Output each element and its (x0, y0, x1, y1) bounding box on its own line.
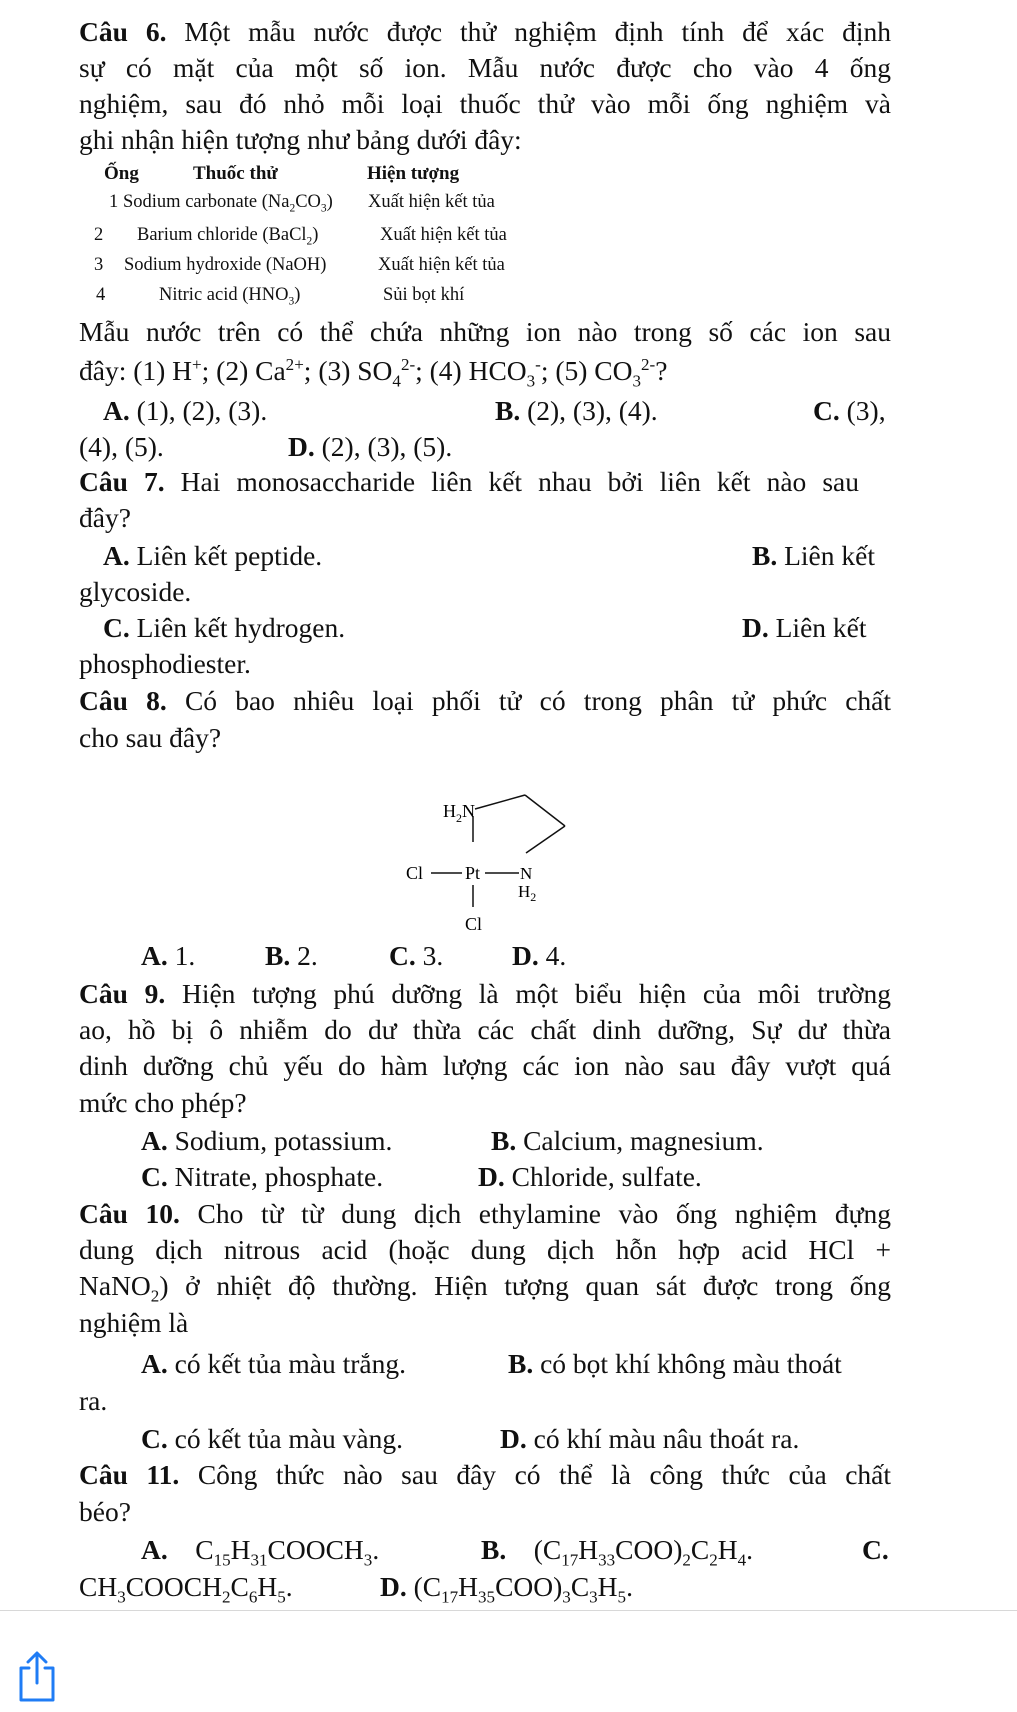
q11-label: Câu 11. (79, 1459, 180, 1490)
q10-label: Câu 10. (79, 1198, 180, 1229)
q8-line-1: Câu 8. Có bao nhiêu loại phối tử có trong phân tử phức chất (79, 685, 892, 716)
q9-line-2: ao, hồ bị ô nhiễm do dư thừa các chất dinh dưỡng, Sự dư thừa (79, 1014, 891, 1045)
q10-option-d[interactable]: D. có khí màu nâu thoát ra. (500, 1423, 800, 1454)
q8-option-d[interactable]: D. 4. (512, 940, 567, 971)
q7-line-1: Câu 7. Hai monosaccharide liên kết nhau bởi liên kết nào sau (79, 466, 859, 497)
q11-option-d[interactable]: D. $(C_{17}H_{35}COO)_3C_3H_5$. (380, 1571, 633, 1607)
q10-option-c[interactable]: C. có kết tủa màu vàng. (141, 1423, 403, 1454)
chloride-ligand-left: Cl (406, 863, 424, 883)
q10-option-a[interactable]: A. có kết tủa màu trắng. (141, 1348, 406, 1379)
q8-option-a[interactable]: A. 1. (141, 940, 196, 971)
q8-option-b[interactable]: B. 2. (265, 940, 318, 971)
q10-line-4: nghiệm là (79, 1307, 189, 1338)
q6-label: Câu 6. (79, 16, 167, 47)
q6-option-d[interactable]: D. (2), (3), (5). (288, 431, 453, 462)
q9-line-3: dinh dưỡng chủ yếu do hàm lượng các ion nào sau đây vượt quá (79, 1050, 891, 1081)
chloride-ligand-bottom: Cl (465, 914, 483, 934)
pt-complex-structure (395, 782, 635, 942)
q6-option-c[interactable]: C. (3), (813, 395, 886, 426)
q9-option-c[interactable]: C. Nitrate, phosphate. (141, 1161, 384, 1192)
q9-option-a[interactable]: A. Sodium, potassium. (141, 1125, 393, 1156)
q6-ion-list: đây: (1) H+; (2) $Ca^{2+}$; (3) $SO_4^{2-}$; (4) $HCO_3^-$; (5) $CO_3^{2-}$? (79, 354, 668, 391)
q7-option-d[interactable]: D. Liên kết (742, 612, 867, 643)
table-row-1-reagent: Sodium carbonate $(Na_2CO_3)$ (123, 192, 333, 215)
amine-h2: $H_2$ (518, 882, 537, 904)
q8-line-2: cho sau đây? (79, 722, 222, 753)
q10-option-b[interactable]: B. có bọt khí không màu thoát (508, 1348, 842, 1379)
q6-line-1: Câu 6. Một mẫu nước được thử nghiệm định tính để xác định (79, 16, 891, 47)
q6-option-a[interactable]: A. (1), (2), (3). (103, 395, 268, 426)
table-row-3-reagent: Sodium hydroxide (NaOH) (124, 255, 327, 275)
q10-line-3: NaNO$_2$) ở nhiệt độ thường. Hiện tượng quan sát được trong ống (79, 1270, 891, 1306)
q11-option-c[interactable]: C. (862, 1534, 889, 1565)
q11-option-a[interactable]: A. $C_{15}H_{31}COOCH_3$. (141, 1534, 380, 1570)
q9-option-b[interactable]: B. Calcium, magnesium. (491, 1125, 764, 1156)
q7-option-c[interactable]: C. Liên kết hydrogen. (103, 612, 346, 643)
toolbar-divider (0, 1610, 1017, 1611)
q11-option-b[interactable]: B. $(C_{17}H_{33}COO)_2C_2H_4$. (481, 1534, 754, 1570)
table-row-3-result: Xuất hiện kết tủa (378, 255, 505, 275)
table-header-result: Hiện tượng (367, 163, 460, 184)
platinum-center: Pt (465, 863, 481, 883)
table-row-3-tube: 3 (94, 255, 104, 275)
q11-line-2: béo? (79, 1496, 131, 1527)
table-row-2-tube: 2 (94, 225, 104, 245)
q7-line-2: đây? (79, 502, 131, 533)
table-header-tube: Ống (104, 163, 139, 184)
q6-question: Mẫu nước trên có thể chứa những ion nào trong số các ion sau (79, 316, 891, 347)
q6-line-4: ghi nhận hiện tượng như bảng dưới đây: (79, 124, 522, 155)
table-row-4-tube: 4 (96, 285, 106, 305)
table-row-1-result: Xuất hiện kết tủa (368, 192, 495, 212)
q6-option-c-cont[interactable]: (4), (5). (79, 431, 164, 462)
q9-label: Câu 9. (79, 978, 166, 1009)
q6-option-b[interactable]: B. (2), (3), (4). (495, 395, 658, 426)
q8-label: Câu 8. (79, 685, 167, 716)
q7-option-d-cont[interactable]: phosphodiester. (79, 648, 251, 679)
q11-option-c-formula[interactable]: $CH_3COOCH_2C_6H_5$. (79, 1571, 293, 1607)
table-row-1-tube: 1 (109, 192, 119, 212)
q9-line-1: Câu 9. Hiện tượng phú dưỡng là một biểu hiện của môi trường (79, 978, 892, 1009)
q6-line-3: nghiệm, sau đó nhỏ mỗi loại thuốc thử vào mỗi ống nghiệm và (79, 88, 891, 119)
table-row-2-result: Xuất hiện kết tủa (380, 225, 507, 245)
q10-option-b-cont[interactable]: ra. (79, 1385, 108, 1416)
table-row-4-reagent: Nitric acid $(HNO_3)$ (159, 285, 301, 308)
q7-option-b[interactable]: B. Liên kết (752, 540, 875, 571)
q10-line-2: dung dịch nitrous acid (hoặc dung dịch hỗn hợp acid HCl + (79, 1234, 891, 1265)
table-row-2-reagent: Barium chloride (BaCl$_2$) (137, 225, 319, 248)
share-button[interactable] (16, 1650, 58, 1704)
q7-option-b-cont[interactable]: glycoside. (79, 576, 192, 607)
q6-line-2: sự có mặt của một số ion. Mẫu nước được cho vào 4 ống (79, 52, 891, 83)
q8-option-c[interactable]: C. 3. (389, 940, 444, 971)
q10-line-1: Câu 10. Cho từ từ dung dịch ethylamine vào ống nghiệm đựng (79, 1198, 892, 1229)
q9-option-d[interactable]: D. Chloride, sulfate. (478, 1161, 702, 1192)
share-icon (16, 1650, 58, 1704)
table-header-reagent: Thuốc thử (193, 163, 278, 184)
h2n-group: $H_2N$ (443, 801, 475, 825)
q9-line-4: mức cho phép? (79, 1087, 247, 1118)
q11-line-1: Câu 11. Công thức nào sau đây có thể là công thức của chất (79, 1459, 892, 1490)
q7-option-a[interactable]: A. Liên kết peptide. (103, 540, 323, 571)
amine-n: N (520, 864, 533, 883)
q7-label: Câu 7. (79, 466, 165, 497)
table-row-4-result: Sủi bọt khí (383, 285, 465, 305)
